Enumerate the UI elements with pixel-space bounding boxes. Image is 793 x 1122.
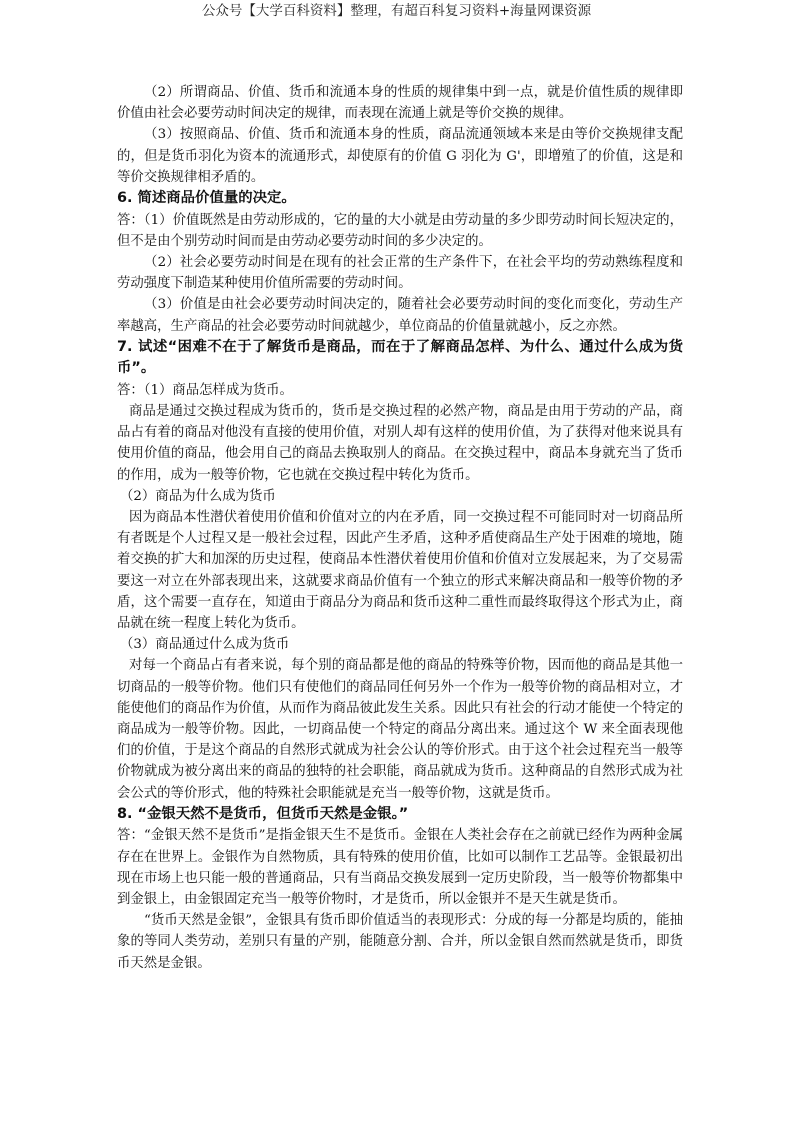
q7-section-1-heading: 答：（1）商品怎样成为货币。 <box>117 382 293 398</box>
q7-section-3-heading: （3）商品通过什么成为货币 <box>120 637 290 653</box>
q6-answer-3: （3）价值是由社会必要劳动时间决定的，随着社会必要劳动时间的变化而变化，劳动生产率越高，生产商品的社会必要劳动时间就越少，单位商品的价值量就越小，反之亦然。 <box>117 297 683 334</box>
q7-section-2-body: 因为商品本性潜伏着使用价值和价值对立的内在矛盾，同一交换过程不可能同时对一切商品所有者既是个人过程又是一般社会过程，因此产生矛盾，这种矛盾使商品生产处于困难的境地，随着交换的扩大和加深的历史过程，使商品本性潜伏着使用价值和价值对立发展起来，为了交易需要这一对立在外部表现出来，这就要求商品价值有一个独立的形式来解决商品和一般等价物的矛盾，这个需要一直存在，知道由于商品分为商品和货币这种二重性而最终取得这个形式为止，商品就在统一程度上转化为货币。 <box>117 509 683 631</box>
q7-section-3-body: 对每一个商品占有者来说，每个别的商品都是他的商品的特殊等价物，因而他的商品是其他一切商品的一般等价物。他们只有使他们的商品同任何另外一个作为一般等价物的商品相对立，才能使他们的商品作为价值，从而作为商品彼此发生关系。因此只有社会的行动才能使一个特定的商品成为一般等价物。因此，一切商品使一个特定的商品分离出来。通过这个 W 来全面表现他们的价值，于是这个商品的自然形式就成为社会公认的等价形式。由于这个社会过程充当一般等价物就成为被分离出来的商品的独特的社会职能，商品就成为货币。这种商品的自然形式成为社会公式的等价形式，他的特殊社会职能就是充当一般等价物，这就是货币。 <box>117 658 683 801</box>
q8-answer-2: “货币天然是金银”，金银具有货币即价值适当的表现形式：分成的每一分都是均质的，能抽象的等同人类劳动，差别只有量的产别，能随意分割、合并，所以金银自然而然就是货币，即货币天然是金银。 <box>117 913 683 971</box>
page-header: 公众号【大学百科资料】整理，有超百科复习资料+海量网课资源 <box>201 3 592 19</box>
question-6-heading: 6. 简述商品价值量的决定。 <box>117 190 296 207</box>
q8-answer-1: 答：“金银天然不是货币”是指金银天生不是货币。金银在人类社会存在之前就已经作为两种金属存在在世界上。金银作为自然物质，具有特殊的使用价值，比如可以制作工艺品等。金银最初出现在市场上也只能一般的普通商品，只有当商品交换发展到一定历史阶段，当一般等价物都集中到金银上，由金银固定充当一般等价物时，才是货币，所以金银并不是天生就是货币。 <box>117 828 683 907</box>
intro-paragraph-2: （2）所谓商品、价值、货币和流通本身的性质的规律集中到一点，就是价值性质的规律即价值由社会必要劳动时间决定的规律，而表现在流通上就是等价交换的规律。 <box>117 85 683 122</box>
q7-section-1-body: 商品是通过交换过程成为货币的，货币是交换过程的必然产物，商品是由用于劳动的产品，商品占有着的商品对他没有直接的使用价值，对别人却有这样的使用价值，为了获得对他来说具有使用价值的商品，他会用自己的商品去换取别人的商品。在交换过程中，商品本身就充当了货币的作用，成为一般等价物，它也就在交换过程中转化为货币。 <box>117 403 683 483</box>
intro-paragraph-3: （3）按照商品、价值、货币和流通本身的性质，商品流通领域本来是由等价交换规律支配的，但是货币羽化为资本的流通形式，却使原有的价值 G 羽化为 G'，即增殖了的价值，这是和等价交换规律相矛盾的。 <box>117 127 683 185</box>
q7-section-2-heading: （2）商品为什么成为货币 <box>120 488 276 504</box>
q6-answer-1: 答：（1）价值既然是由劳动形成的，它的量的大小就是由劳动量的多少即劳动时间长短决定的，但不是由个别劳动时间而是由劳动必要劳动时间的多少决定的。 <box>117 212 683 249</box>
document-body <box>117 82 683 974</box>
q6-answer-2: （2）社会必要劳动时间是在现有的社会正常的生产条件下，在社会平均的劳动熟练程度和劳动强度下制造某种使用价值所需要的劳动时间。 <box>117 254 683 292</box>
question-7-heading: 7. 试述“困难不在于了解货币是商品，而在于了解商品怎样、为什么、通过什么成为货币”。 <box>117 338 683 377</box>
question-8-heading: 8. “金银天然不是货币，但货币天然是金银。” <box>117 805 409 822</box>
